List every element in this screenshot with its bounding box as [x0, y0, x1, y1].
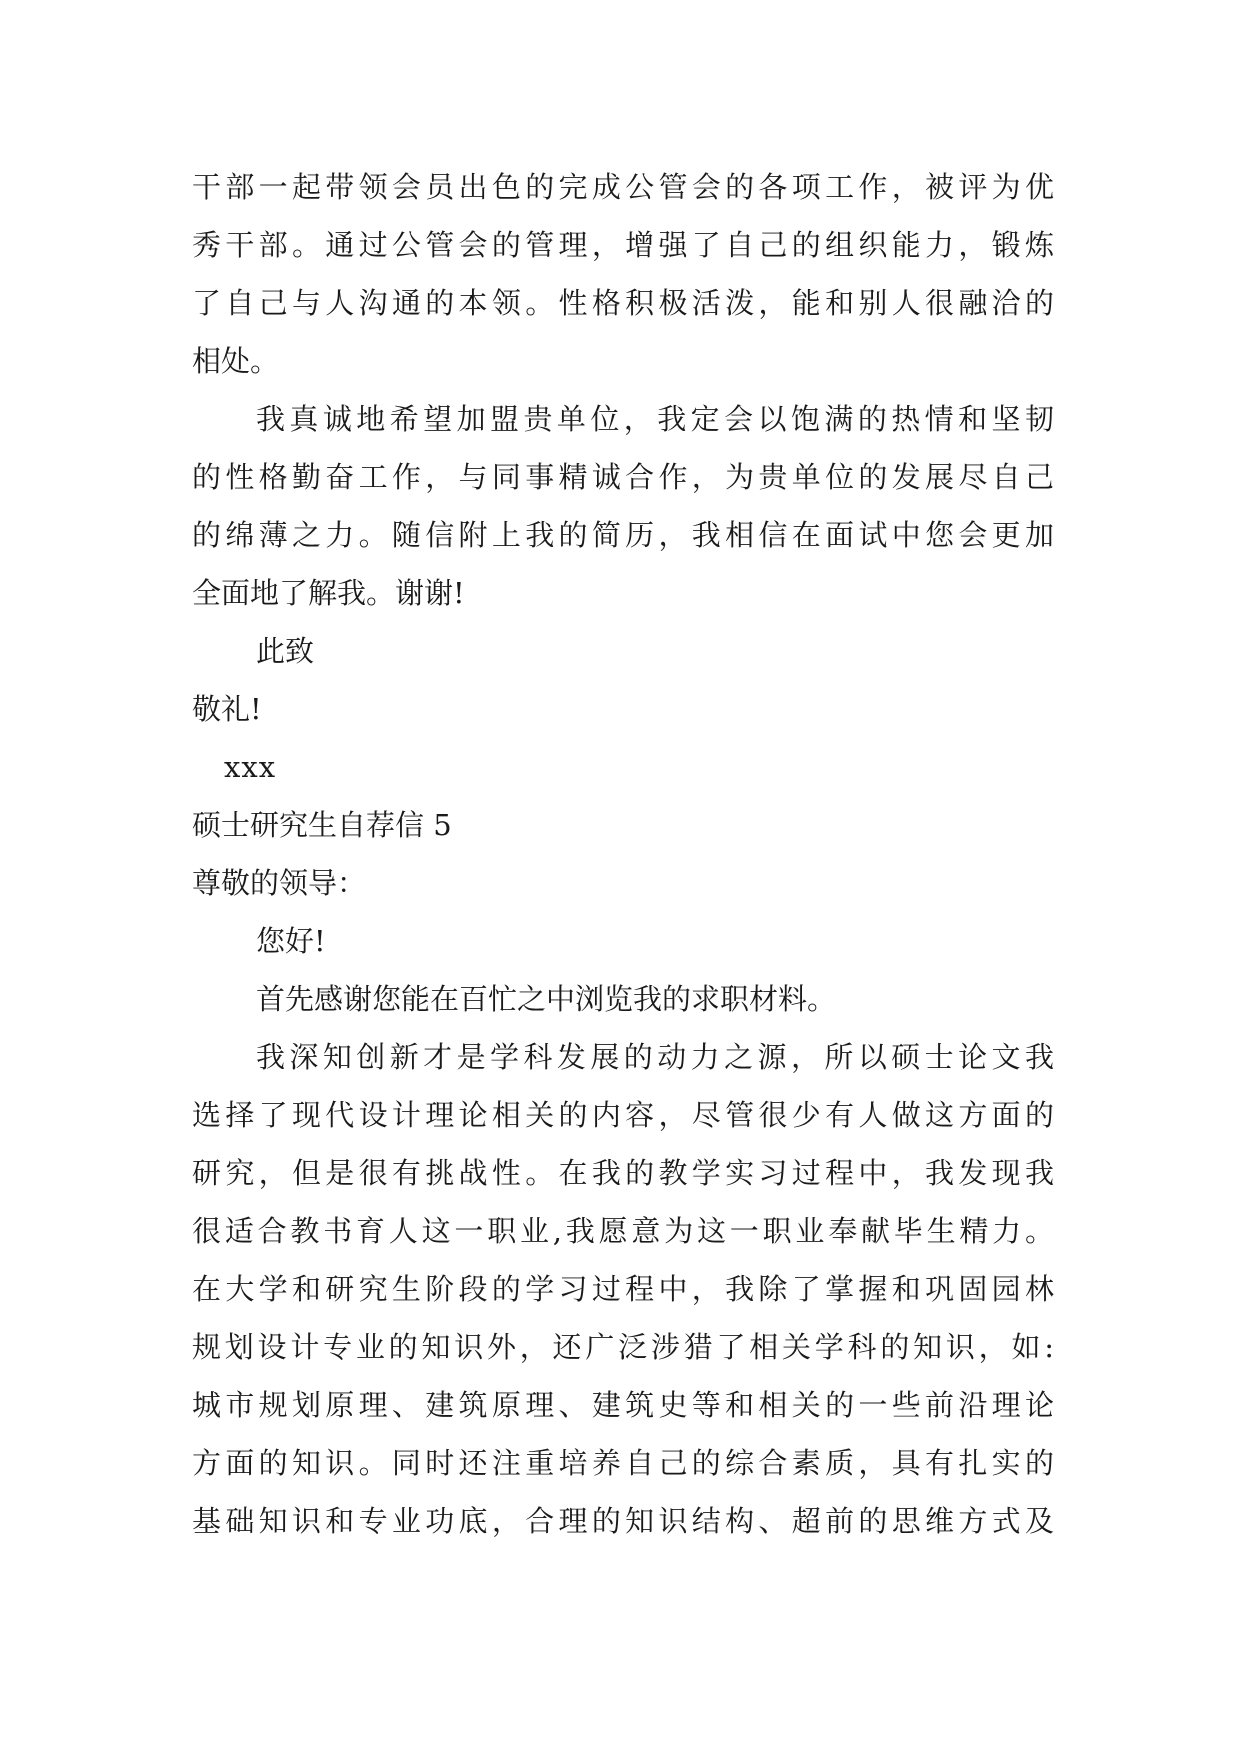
text-line	[0, 912, 1241, 970]
text-line	[0, 680, 1241, 738]
paragraph-text: 秀干部。通过公管会的管理，增强了自己的组织能力，锻炼	[192, 228, 1054, 262]
paragraph-text: 城市规划原理、建筑原理、建筑史等和相关的一些前沿理论	[192, 1388, 1054, 1422]
paragraph-text: 研究，但是很有挑战性。在我的教学实习过程中，我发现我	[192, 1156, 1054, 1190]
greeting: 尊敬的领导：	[192, 866, 367, 900]
paragraph-text: 的绵薄之力。随信附上我的简历，我相信在面试中您会更加	[192, 518, 1054, 552]
text-line	[0, 1492, 1241, 1550]
text-line	[0, 564, 1241, 622]
text-line	[0, 332, 1241, 390]
text-line	[0, 1260, 1241, 1318]
signature: xxx	[224, 750, 277, 784]
paragraph-text: 我深知创新才是学科发展的动力之源，所以硕士论文我	[256, 1040, 1054, 1074]
text-line	[0, 1434, 1241, 1492]
text-line	[0, 274, 1241, 332]
paragraph-text: 首先感谢您能在百忙之中浏览我的求职材料。	[256, 982, 837, 1016]
paragraph-text: 选择了现代设计理论相关的内容，尽管很少有人做这方面的	[192, 1098, 1054, 1132]
paragraph-text: 相处。	[192, 344, 280, 378]
text-line	[0, 216, 1241, 274]
paragraph-text: 我真诚地希望加盟贵单位，我定会以饱满的热情和坚韧	[256, 402, 1054, 436]
text-line	[0, 854, 1241, 912]
text-line	[0, 1318, 1241, 1376]
paragraph-text: 干部一起带领会员出色的完成公管会的各项工作，被评为优	[192, 170, 1054, 204]
text-line	[0, 390, 1241, 448]
section-title: 硕士研究生自荐信 5	[192, 808, 452, 842]
greeting-hello: 您好!	[256, 924, 326, 958]
paragraph-text: 规划设计专业的知识外，还广泛涉猎了相关学科的知识，如:	[192, 1330, 1054, 1364]
text-line	[0, 506, 1241, 564]
text-line	[0, 622, 1241, 680]
text-line	[0, 1202, 1241, 1260]
paragraph-text: 的性格勤奋工作，与同事精诚合作，为贵单位的发展尽自己	[192, 460, 1054, 494]
closing-salutation: 此致	[256, 634, 315, 668]
paragraph-text: 基础知识和专业功底，合理的知识结构、超前的思维方式及	[192, 1504, 1054, 1538]
text-line	[0, 1086, 1241, 1144]
text-line	[0, 796, 1241, 854]
text-line	[0, 1144, 1241, 1202]
text-line	[0, 448, 1241, 506]
closing-regards: 敬礼!	[192, 692, 262, 726]
paragraph-text: 了自己与人沟通的本领。性格积极活泼，能和别人很融洽的	[192, 286, 1054, 320]
paragraph-text: 方面的知识。同时还注重培养自己的综合素质，具有扎实的	[192, 1446, 1054, 1480]
paragraph-text: 全面地了解我。谢谢!	[192, 576, 465, 610]
paragraph-text: 很适合教书育人这一职业,我愿意为这一职业奉献毕生精力。	[192, 1214, 1054, 1248]
paragraph-text: 在大学和研究生阶段的学习过程中，我除了掌握和巩固园林	[192, 1272, 1054, 1306]
text-line	[0, 158, 1241, 216]
text-line	[0, 1028, 1241, 1086]
text-line	[0, 970, 1241, 1028]
text-line	[0, 738, 1241, 796]
text-line	[0, 1376, 1241, 1434]
